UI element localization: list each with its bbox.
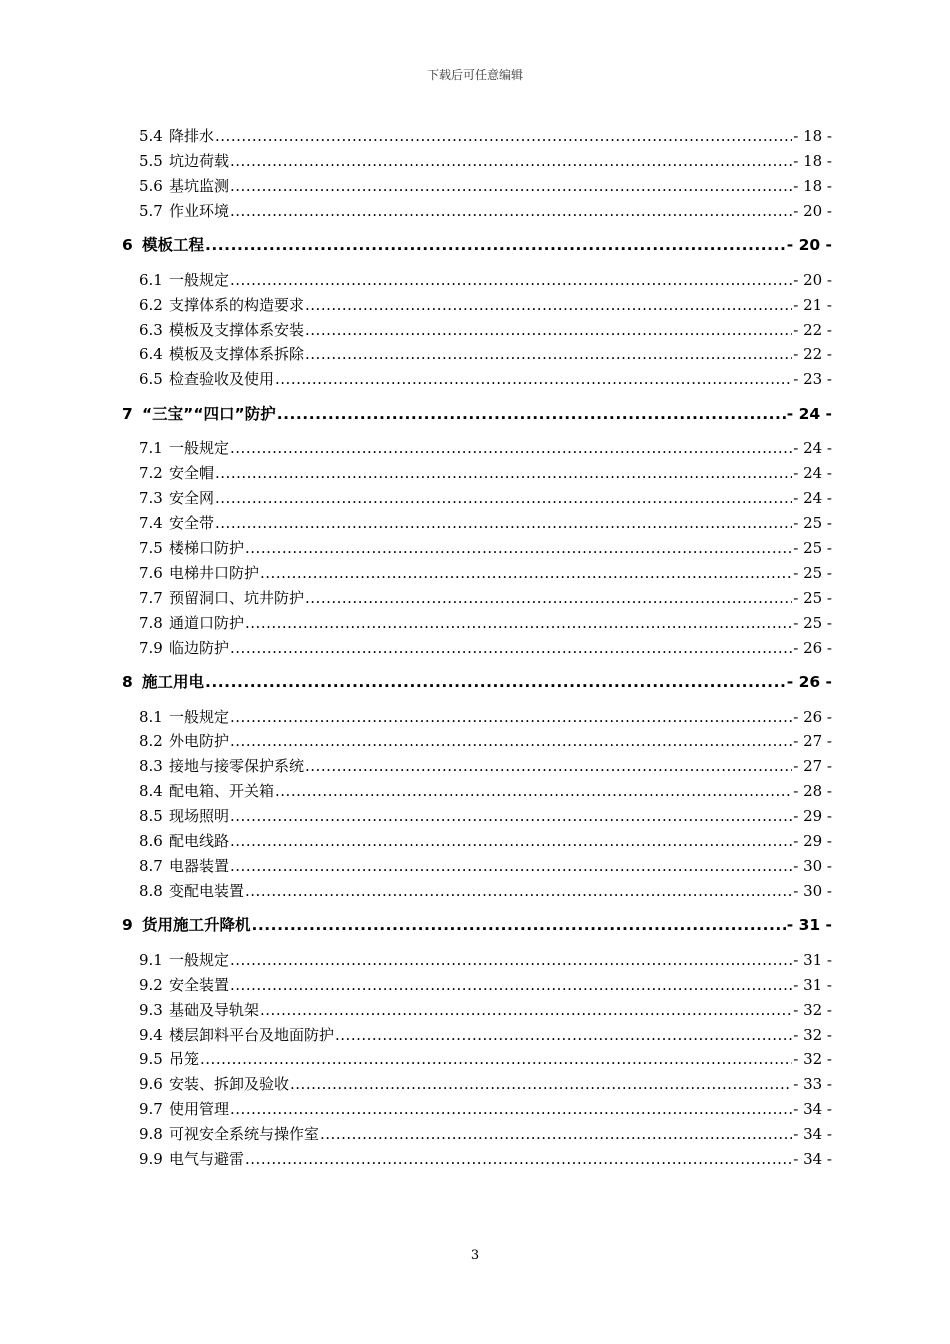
- toc-dot-leader: [215, 461, 792, 485]
- toc-dot-leader: [230, 829, 792, 853]
- toc-entry-page: - 31 -: [786, 916, 832, 935]
- toc-entry-title: 支撑体系的构造要求: [169, 295, 305, 314]
- toc-entry-title: 安全装置: [169, 975, 230, 994]
- toc-entry-title: 基础及导轨架: [169, 1000, 260, 1019]
- toc-dot-leader: [245, 536, 792, 560]
- toc-section-entry[interactable]: [139, 1023, 832, 1047]
- toc-entry-page: - 31 -: [793, 975, 832, 994]
- toc-dot-leader: [245, 1147, 792, 1171]
- toc-entry-number: 7.6: [139, 563, 163, 582]
- toc-dot-leader: [305, 586, 792, 610]
- toc-entry-page: - 25 -: [793, 538, 832, 557]
- toc-section-entry[interactable]: [139, 1147, 832, 1171]
- toc-entry-title: 通道口防护: [169, 613, 245, 632]
- toc-entry-number: 7.2: [139, 464, 163, 483]
- toc-entry-title: 现场照明: [169, 807, 230, 826]
- toc-entry-title: 一般规定: [169, 439, 230, 458]
- toc-entry-title: 货用施工升降机: [142, 916, 251, 935]
- toc-entry-number: 7.7: [139, 588, 163, 607]
- toc-entry-number: 7.9: [139, 638, 163, 657]
- toc-chapter-entry[interactable]: [122, 232, 832, 258]
- toc-entry-page: - 20 -: [786, 236, 832, 255]
- toc-entry-number: 9: [122, 916, 133, 935]
- toc-dot-leader: [205, 232, 786, 258]
- toc-dot-leader: [230, 729, 792, 753]
- toc-entry-page: - 27 -: [793, 732, 832, 751]
- toc-entry-title: 电气与避雷: [169, 1150, 245, 1168]
- toc-entry-title: 使用管理: [169, 1100, 230, 1119]
- toc-section-entry[interactable]: [139, 754, 832, 778]
- toc-entry-page: - 34 -: [793, 1150, 832, 1168]
- toc-entry-title: 预留洞口、坑井防护: [169, 588, 305, 607]
- toc-dot-leader: [320, 1122, 792, 1146]
- toc-entry-number: 8.1: [139, 707, 163, 726]
- toc-entry-title: 电器装置: [169, 856, 230, 875]
- toc-entry-page: - 30 -: [793, 856, 832, 875]
- toc-dot-leader: [230, 268, 792, 292]
- toc-section-entry[interactable]: [139, 318, 832, 342]
- toc-dot-leader: [230, 1097, 792, 1121]
- toc-entry-title: 可视安全系统与操作室: [169, 1125, 320, 1144]
- toc-entry-title: 电梯井口防护: [169, 563, 260, 582]
- toc-entry-number: 5.6: [139, 176, 163, 195]
- toc-section-entry[interactable]: [139, 611, 832, 635]
- toc-entry-page: - 22 -: [793, 320, 832, 339]
- toc-entry-page: - 20 -: [793, 270, 832, 289]
- toc-entry-title: 一般规定: [169, 950, 230, 969]
- toc-section-entry[interactable]: [139, 268, 832, 292]
- toc-entry-number: 6.3: [139, 320, 163, 339]
- toc-dot-leader: [335, 1023, 792, 1047]
- toc-dot-leader: [230, 973, 792, 997]
- toc-section-entry[interactable]: [139, 174, 832, 198]
- toc-entry-page: - 32 -: [793, 1025, 832, 1044]
- toc-section-entry[interactable]: [139, 124, 832, 148]
- toc-entry-title: 外电防护: [169, 732, 230, 751]
- toc-entry-title: 一般规定: [169, 707, 230, 726]
- toc-entry-number: 9.5: [139, 1050, 163, 1069]
- toc-entry-page: - 29 -: [793, 832, 832, 850]
- toc-dot-leader: [230, 948, 792, 972]
- toc-dot-leader: [215, 486, 792, 510]
- toc-entry-number: 8.8: [139, 881, 163, 900]
- toc-entry-number: 7.1: [139, 439, 163, 458]
- page-header: 下载后可任意编辑: [426, 68, 523, 82]
- toc-dot-leader: [305, 342, 792, 366]
- toc-entry-number: 7.5: [139, 538, 163, 557]
- toc-entry-page: - 30 -: [793, 881, 832, 900]
- toc-entry-title: 临边防护: [169, 638, 230, 657]
- toc-dot-leader: [230, 636, 792, 660]
- toc-section-entry[interactable]: [139, 973, 832, 997]
- toc-section-entry[interactable]: [139, 293, 832, 317]
- toc-entry-title: “三宝”“四口”防护: [142, 404, 276, 423]
- toc-section-entry[interactable]: [139, 536, 832, 560]
- toc-entry-title: 安装、拆卸及验收: [169, 1075, 290, 1094]
- toc-section-entry[interactable]: [139, 1097, 832, 1121]
- toc-dot-leader: [252, 912, 786, 938]
- toc-entry-number: 9.8: [139, 1125, 163, 1144]
- toc-entry-number: 9.2: [139, 975, 163, 994]
- toc-section-entry[interactable]: [139, 998, 832, 1022]
- toc-section-entry[interactable]: [139, 1047, 832, 1071]
- toc-section-entry[interactable]: [139, 342, 832, 366]
- toc-section-entry[interactable]: [139, 636, 832, 660]
- toc-entry-title: 作业环境: [169, 201, 230, 220]
- toc-entry-page: - 23 -: [793, 370, 832, 389]
- toc-entry-page: - 31 -: [793, 950, 832, 969]
- toc-chapter-entry[interactable]: [122, 669, 832, 695]
- toc-entry-title: 楼梯口防护: [169, 538, 245, 557]
- toc-entry-title: 楼层卸料平台及地面防护: [169, 1025, 335, 1044]
- toc-entry-title: 坑边荷载: [169, 151, 230, 170]
- toc-entry-number: 5.4: [139, 127, 163, 145]
- toc-entry-page: - 24 -: [793, 439, 832, 458]
- toc-entry-number: 7: [122, 404, 133, 423]
- toc-entry-page: - 27 -: [793, 757, 832, 776]
- toc-entry-number: 9.3: [139, 1000, 163, 1019]
- toc-dot-leader: [245, 611, 792, 635]
- toc-entry-title: 施工用电: [142, 673, 205, 691]
- toc-entry-number: 6.2: [139, 295, 163, 314]
- toc-dot-leader: [230, 436, 792, 460]
- toc-entry-number: 8.4: [139, 782, 163, 801]
- toc-entry-title: 配电线路: [169, 832, 230, 850]
- toc-chapter-entry[interactable]: [122, 912, 832, 938]
- toc-section-entry[interactable]: [139, 149, 832, 173]
- toc-entry-page: - 18 -: [793, 151, 832, 170]
- toc-dot-leader: [230, 854, 792, 878]
- toc-entry-number: 8.3: [139, 757, 163, 776]
- toc-entry-number: 8.7: [139, 856, 163, 875]
- toc-section-entry[interactable]: [139, 729, 832, 753]
- toc-entry-page: - 20 -: [793, 201, 832, 220]
- toc-dot-leader: [205, 669, 786, 695]
- toc-dot-leader: [275, 367, 792, 391]
- toc-entry-page: - 32 -: [793, 1050, 832, 1069]
- toc-dot-leader: [275, 779, 792, 803]
- toc-entry-number: 8: [122, 673, 133, 691]
- toc-entry-title: 一般规定: [169, 270, 230, 289]
- toc-section-entry[interactable]: [139, 586, 832, 610]
- toc-entry-page: - 24 -: [786, 404, 832, 423]
- toc-section-entry[interactable]: [139, 199, 832, 223]
- toc-dot-leader: [230, 174, 792, 198]
- toc-entry-title: 接地与接零保护系统: [169, 757, 305, 776]
- toc-dot-leader: [200, 1047, 792, 1071]
- toc-entry-page: - 18 -: [793, 127, 832, 145]
- toc-section-entry[interactable]: [139, 367, 832, 391]
- toc-entry-page: - 24 -: [793, 464, 832, 483]
- toc-entry-number: 6.4: [139, 345, 163, 364]
- toc-entry-number: 7.8: [139, 613, 163, 632]
- toc-entry-number: 5.5: [139, 151, 163, 170]
- toc-section-entry[interactable]: [139, 705, 832, 729]
- toc-entry-page: - 24 -: [793, 489, 832, 508]
- toc-dot-leader: [290, 1072, 792, 1096]
- toc-entry-page: - 26 -: [793, 707, 832, 726]
- toc-dot-leader: [230, 705, 792, 729]
- toc-section-entry[interactable]: [139, 1122, 832, 1146]
- toc-entry-number: 9.9: [139, 1150, 163, 1168]
- toc-entry-number: 9.6: [139, 1075, 163, 1094]
- toc-entry-number: 8.2: [139, 732, 163, 751]
- toc-section-entry[interactable]: [139, 829, 832, 853]
- toc-dot-leader: [230, 199, 792, 223]
- toc-entry-page: - 18 -: [793, 176, 832, 195]
- toc-entry-number: 9.4: [139, 1025, 163, 1044]
- toc-entry-number: 9.7: [139, 1100, 163, 1119]
- toc-section-entry[interactable]: [139, 948, 832, 972]
- toc-entry-title: 配电箱、开关箱: [169, 782, 275, 801]
- toc-entry-number: 6.1: [139, 270, 163, 289]
- toc-dot-leader: [260, 998, 792, 1022]
- toc-entry-title: 安全帽: [169, 464, 215, 483]
- toc-dot-leader: [245, 879, 792, 903]
- toc-section-entry[interactable]: [139, 486, 832, 510]
- toc-dot-leader: [215, 124, 792, 148]
- toc-chapter-entry[interactable]: [122, 401, 832, 427]
- toc-entry-title: 检查验收及使用: [169, 370, 275, 389]
- toc-dot-leader: [230, 149, 792, 173]
- toc-entry-number: 8.5: [139, 807, 163, 826]
- toc-entry-page: - 22 -: [793, 345, 832, 364]
- toc-dot-leader: [230, 804, 792, 828]
- toc-entry-page: - 21 -: [793, 295, 832, 314]
- toc-entry-number: 7.3: [139, 489, 163, 508]
- toc-entry-page: - 25 -: [793, 563, 832, 582]
- toc-entry-number: 7.4: [139, 514, 163, 532]
- toc-dot-leader: [305, 318, 792, 342]
- toc-entry-title: 吊笼: [169, 1050, 200, 1069]
- toc-section-entry[interactable]: [139, 879, 832, 903]
- toc-entry-page: - 25 -: [793, 613, 832, 632]
- toc-entry-title: 安全带: [169, 514, 215, 532]
- toc-entry-number: 9.1: [139, 950, 163, 969]
- toc-entry-number: 5.7: [139, 201, 163, 220]
- toc-dot-leader: [260, 561, 792, 585]
- toc-section-entry[interactable]: [139, 561, 832, 585]
- toc-entry-page: - 33 -: [793, 1075, 832, 1094]
- toc-section-entry[interactable]: [139, 854, 832, 878]
- toc-dot-leader: [305, 293, 792, 317]
- toc-entry-title: 模板及支撑体系安装: [169, 320, 305, 339]
- toc-entry-page: - 25 -: [793, 514, 832, 532]
- page-number: 3: [470, 1248, 480, 1263]
- toc-entry-title: 模板及支撑体系拆除: [169, 345, 305, 364]
- toc-entry-number: 6: [122, 236, 133, 255]
- toc-entry-page: - 28 -: [793, 782, 832, 801]
- toc-entry-page: - 34 -: [793, 1125, 832, 1144]
- toc-entry-title: 降排水: [169, 127, 215, 145]
- toc-entry-page: - 26 -: [786, 673, 832, 691]
- toc-section-entry[interactable]: [139, 511, 832, 535]
- toc-section-entry[interactable]: [139, 436, 832, 460]
- toc-entry-title: 基坑监测: [169, 176, 230, 195]
- toc-dot-leader: [277, 401, 786, 427]
- toc-entry-title: 安全网: [169, 489, 215, 508]
- toc-entry-title: 模板工程: [142, 236, 205, 255]
- toc-entry-page: - 26 -: [793, 638, 832, 657]
- toc-section-entry[interactable]: [139, 1072, 832, 1096]
- toc-entry-page: - 32 -: [793, 1000, 832, 1019]
- toc-section-entry[interactable]: [139, 779, 832, 803]
- toc-entry-number: 8.6: [139, 832, 163, 850]
- toc-dot-leader: [215, 511, 792, 535]
- toc-entry-title: 变配电装置: [169, 881, 245, 900]
- toc-entry-number: 6.5: [139, 370, 163, 389]
- toc-entry-page: - 25 -: [793, 588, 832, 607]
- toc-section-entry[interactable]: [139, 804, 832, 828]
- toc-dot-leader: [305, 754, 792, 778]
- toc-entry-page: - 34 -: [793, 1100, 832, 1119]
- toc-section-entry[interactable]: [139, 461, 832, 485]
- toc-entry-page: - 29 -: [793, 807, 832, 826]
